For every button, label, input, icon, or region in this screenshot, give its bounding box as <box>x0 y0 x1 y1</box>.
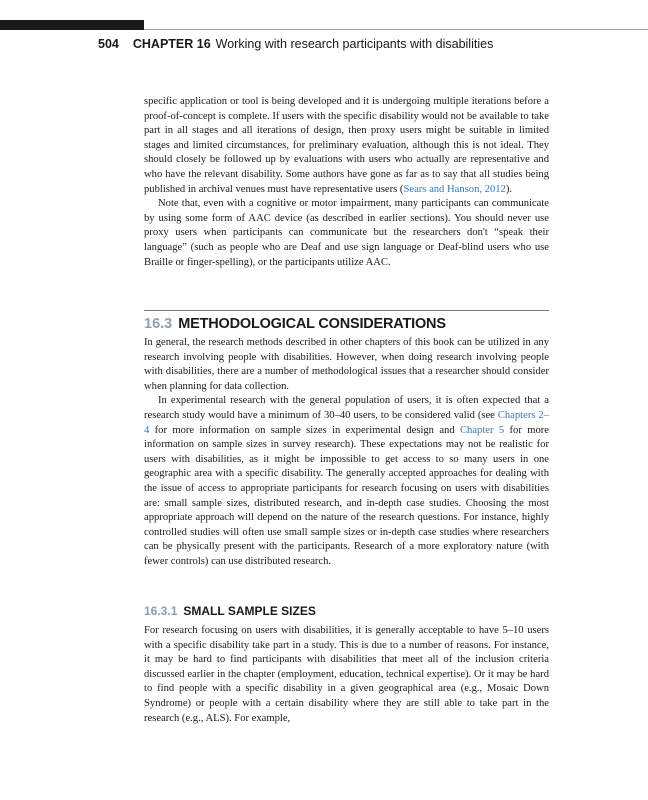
subsection-title: SMALL SAMPLE SIZES <box>183 604 316 618</box>
paragraph-proxy-users <box>144 95 549 197</box>
header-bar <box>0 20 144 30</box>
text-run: In experimental research with the general population of users, it is often expected that a research study would have a minimum of 30–40 users, to be considered valid (see <box>144 395 549 421</box>
section-title: METHODOLOGICAL CONSIDERATIONS <box>178 316 446 332</box>
body-block-methodology <box>144 336 549 570</box>
running-header <box>98 36 493 52</box>
subsection-heading <box>144 603 316 619</box>
xref-link-chapters-2-4[interactable]: Chapters 2–4 <box>144 409 549 436</box>
subsection-number: 16.3.1 <box>144 604 178 618</box>
paragraph-aac: Note that, even with a cognitive or motor impairment, many participants can communicate by using some form of AAC device (as described in earlier sections). You should never use proxy users when participants can communicate but the researchers don't “speak their language” (such as people who are Deaf and use sign language or Deaf-blind users who use Braille or finger-spelling), or the participants utilize AAC. <box>144 198 549 268</box>
xref-link-chapter-5[interactable]: Chapter 5 <box>459 424 505 436</box>
chapter-title: Working with research participants with disabilities <box>215 37 494 51</box>
chapter-label: CHAPTER 16 <box>132 37 211 51</box>
text-run: for more information on sample sizes in experimental design and <box>149 424 460 436</box>
citation-link-sears-hanson[interactable]: Sears and Hanson, 2012 <box>403 183 506 195</box>
header-rule <box>144 29 648 30</box>
section-heading <box>144 314 446 334</box>
body-block-small-samples <box>144 624 549 726</box>
text-run: specific application or tool is being developed and it is undergoing multiple iterations before a proof-of-concept is complete. If users with the specific disability would not be available to take part in all stages and all iterations of design, then proxy users might be suitable in limited stages and limited circumstances, for preliminary evaluation, although this is not ideal. They should closely be followed up by evaluations with users who actually are representative and who have the relevant disability. Some authors have gone as far as to say that all studies being published in archival venues must have representative users ( <box>144 96 549 195</box>
section-number: 16.3 <box>144 316 173 332</box>
paragraph-small-sample-sizes: For research focusing on users with disabilities, it is generally acceptable to have 5–10 users with a specific disability take part in a study. This is due to a number of reasons. For instance, it may be hard to find participants with disabilities that meet all of the inclusion criteria discussed earlier in the chapter (employment, education, technical expertise). Or it may be hard to find people with a specific disability in a given geographical area (e.g., Mosaic Down Syndrome) or people with a certain disability where they are still able to take part in the research (e.g., ALS). For example, <box>144 625 549 724</box>
text-run: for more information on sample sizes in survey research). These expectations may not be realistic for users with disabilities, as it might be impossible to get access to so many users in one geographic area with a specific disability. The generally accepted approaches for dealing with the issue of access to appropriate participants for research focusing on users with disabilities are: small sample sizes, distributed research, and in-depth case studies. Choosing the most appropriate approach will depend on the nature of the research questions. For instance, highly controlled studies will often use small sample sizes or in-depth case studies where researchers can be physically present with the participants. Research of a more exploratory nature (with fewer controls) can use distributed research. <box>144 424 549 567</box>
body-block-intro <box>144 95 549 270</box>
section-divider <box>144 310 549 311</box>
paragraph-methods-general: In general, the research methods described in other chapters of this book can be utilized in any research involving people with disabilities. However, when doing research involving people with disabilities, there are a number of methodological issues that a researcher should consider when planning for data collection. <box>144 337 549 392</box>
page-number: 504 <box>98 37 119 51</box>
text-run: ). <box>505 183 513 195</box>
paragraph-sample-sizes <box>144 394 549 569</box>
